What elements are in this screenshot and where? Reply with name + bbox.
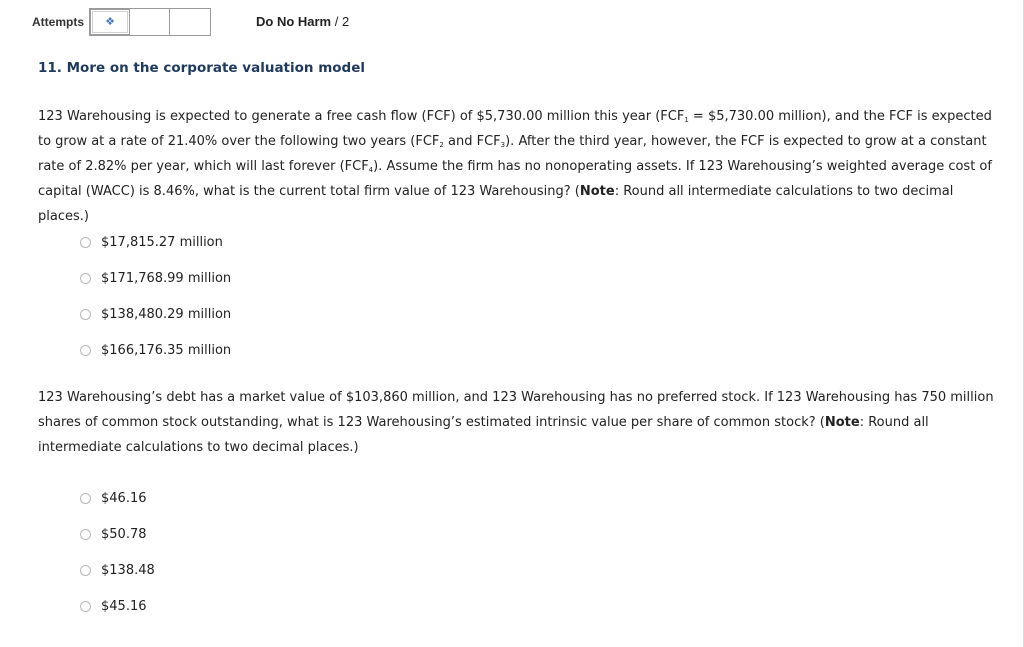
radio-button[interactable] (80, 237, 91, 248)
option-label: $46.16 (101, 490, 147, 506)
question-part1-options (80, 224, 231, 368)
q2-option-3[interactable] (80, 552, 155, 588)
q1-option-1[interactable] (80, 224, 231, 260)
q2-option-4[interactable] (80, 588, 155, 624)
q1-text-b: = $5,730.00 million), and the FCF is expected to grow at a rate of 21.40% over the following two years (FCF (38, 109, 992, 149)
attempts-label: Attempts (32, 15, 85, 29)
radio-button[interactable] (80, 345, 91, 356)
q1-text-f: : Round all intermediate calculations to two decimal places.) (38, 184, 954, 224)
q1-text-e: ). Assume the firm has no nonoperating assets. If 123 Warehousing’s weighted average cost of capital (WACC) is 8.46%, what is the current total firm value of 123 Warehousing? ( (38, 159, 992, 199)
q2-option-2[interactable] (80, 516, 155, 552)
q1-text-d: ). After the third year, however, the FCF is expected to grow at a constant rate of 2.82% per year, which will last forever (FCF (38, 134, 987, 174)
option-label: $138,480.29 million (101, 306, 232, 322)
q1-sub-3: 3 (500, 141, 506, 149)
attempt-boxes (89, 8, 211, 36)
option-label: $45.16 (101, 598, 147, 614)
assignment-points: / 2 (331, 14, 350, 29)
option-label: $171,768.99 million (101, 270, 232, 286)
q1-sub-1: 1 (684, 116, 689, 124)
q1-text-c: and FCF (443, 134, 501, 149)
radio-button[interactable] (80, 273, 91, 284)
radio-button[interactable] (80, 493, 91, 504)
attempt-diamond-icon: ❖ (105, 15, 115, 28)
question-part2-text (38, 385, 998, 460)
radio-button[interactable] (80, 529, 91, 540)
radio-button[interactable] (80, 565, 91, 576)
option-label: $138.48 (101, 562, 155, 578)
q1-sub-4: 4 (368, 166, 374, 174)
attempt-box-current[interactable] (90, 9, 130, 35)
radio-button[interactable] (80, 309, 91, 320)
q2-text-b: : Round all intermediate calculations to two decimal places.) (38, 415, 929, 455)
question-part1-text (38, 104, 998, 229)
attempt-box-2[interactable] (130, 9, 170, 35)
attempt-box-3[interactable] (170, 9, 210, 35)
assignment-title (256, 14, 349, 29)
q1-note-label: Note (579, 184, 615, 199)
q1-option-2[interactable] (80, 260, 231, 296)
question-title: 11. More on the corporate valuation model (38, 60, 366, 76)
radio-button[interactable] (80, 601, 91, 612)
q2-text-a: 123 Warehousing’s debt has a market value of $103,860 million, and 123 Warehousing has no preferred stock. If 123 Warehousing has 750 million shares of common stock outstanding, what is 123 Warehousing’s estimated intrinsic value per share of common stock? ( (38, 390, 994, 430)
q1-option-4[interactable] (80, 332, 231, 368)
q2-note-label: Note (824, 415, 860, 430)
q1-text-a: 123 Warehousing is expected to generate a free cash flow (FCF) of $5,730.00 million this year (FCF (38, 109, 685, 124)
option-label: $50.78 (101, 526, 147, 542)
option-label: $166,176.35 million (101, 342, 232, 358)
q2-option-1[interactable] (80, 480, 155, 516)
q1-option-3[interactable] (80, 296, 231, 332)
attempts-header (32, 8, 211, 36)
question-part2-options (80, 480, 155, 624)
assignment-name: Do No Harm (256, 14, 332, 29)
option-label: $17,815.27 million (101, 234, 223, 250)
q1-sub-2: 2 (439, 141, 444, 149)
